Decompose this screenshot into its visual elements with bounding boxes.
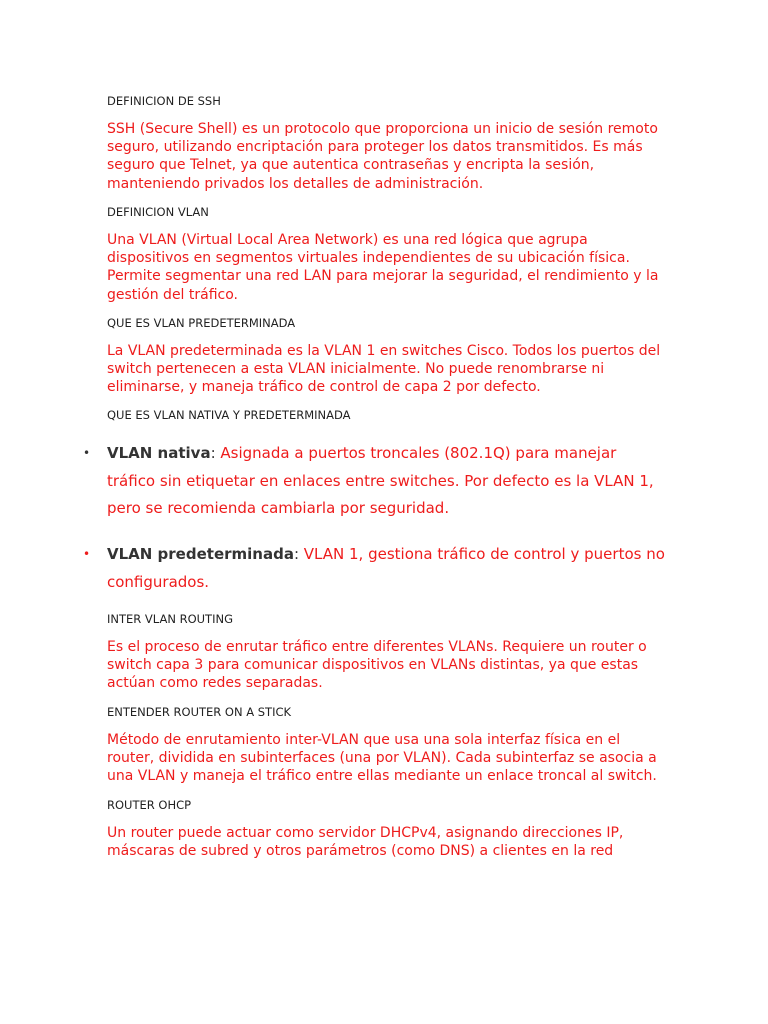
bullet-dot-icon: • — [83, 547, 91, 561]
section-body-router-on-a-stick: Método de enrutamiento inter-VLAN que usa una sola interfaz física en el router, dividida en subinterfaces (una por VLAN). Cada subinterfaz se asocia a una VLAN y maneja el tráfico entre ellas mediante un enlace troncal al switch. — [107, 732, 657, 785]
list-item-text — [107, 541, 667, 596]
section-heading-vlan: DEFINICION VLAN — [107, 205, 209, 219]
section-body-inter-vlan-routing: Es el proceso de enrutar tráfico entre diferentes VLANs. Requiere un router o switch capa 3 para comunicar dispositivos en VLANs distintas, ya que estas actúan como redes separadas. — [107, 639, 647, 692]
list-item-description: Asignada a puertos troncales (802.1Q) para manejar tráfico sin etiquetar en enlaces entre switches. Por defecto es la VLAN 1, pero se recomienda cambiarla por seguridad. — [107, 444, 654, 517]
section-heading-inter-vlan-routing: INTER VLAN ROUTING — [107, 612, 233, 626]
list-item-colon: : — [293, 545, 300, 563]
section-heading-ssh: DEFINICION DE SSH — [107, 94, 221, 108]
section-heading-router-on-a-stick: ENTENDER ROUTER ON A STICK — [107, 705, 292, 719]
section-body-router-dhcp: Un router puede actuar como servidor DHCPv4, asignando direcciones IP, máscaras de subred y otros parámetros (como DNS) a clientes en la red — [107, 825, 624, 860]
bullet-dot-icon: • — [83, 446, 91, 460]
section-heading-router-dhcp: ROUTER OHCP — [107, 798, 192, 812]
list-item-colon: : — [210, 444, 216, 462]
section-body-vlan-predeterminada: La VLAN predeterminada es la VLAN 1 en switches Cisco. Todos los puertos del switch pertenecen a esta VLAN inicialmente. No puede renombrarse ni eliminarse, y maneja tráfico de control de capa 2 por defecto. — [107, 343, 661, 396]
list-item-vlan-predeterminada — [83, 541, 667, 597]
list-item-vlan-nativa — [83, 440, 667, 524]
list-item-text — [107, 440, 667, 523]
section-body-vlan: Una VLAN (Virtual Local Area Network) es una red lógica que agrupa dispositivos en segmentos virtuales independientes de su ubicación física. Permite segmentar una red LAN para mejorar la seguridad, el rendimiento y la gestión del tráfico. — [107, 232, 659, 303]
list-item-description: VLAN 1, gestiona tráfico de control y puertos no configurados. — [107, 545, 665, 591]
section-body-ssh: SSH (Secure Shell) es un protocolo que proporciona un inicio de sesión remoto seguro, utilizando encriptación para proteger los datos transmitidos. Es más seguro que Telnet, ya que autentica contraseñas y encripta la sesión, manteniendo privados los detalles de administración. — [107, 121, 658, 192]
list-item-term: VLAN predeterminada — [107, 545, 294, 563]
list-item-term: VLAN nativa — [107, 444, 211, 462]
section-heading-vlan-predeterminada: QUE ES VLAN PREDETERMINADA — [107, 316, 296, 330]
section-heading-vlan-nativa: QUE ES VLAN NATIVA Y PREDETERMINADA — [107, 408, 351, 422]
